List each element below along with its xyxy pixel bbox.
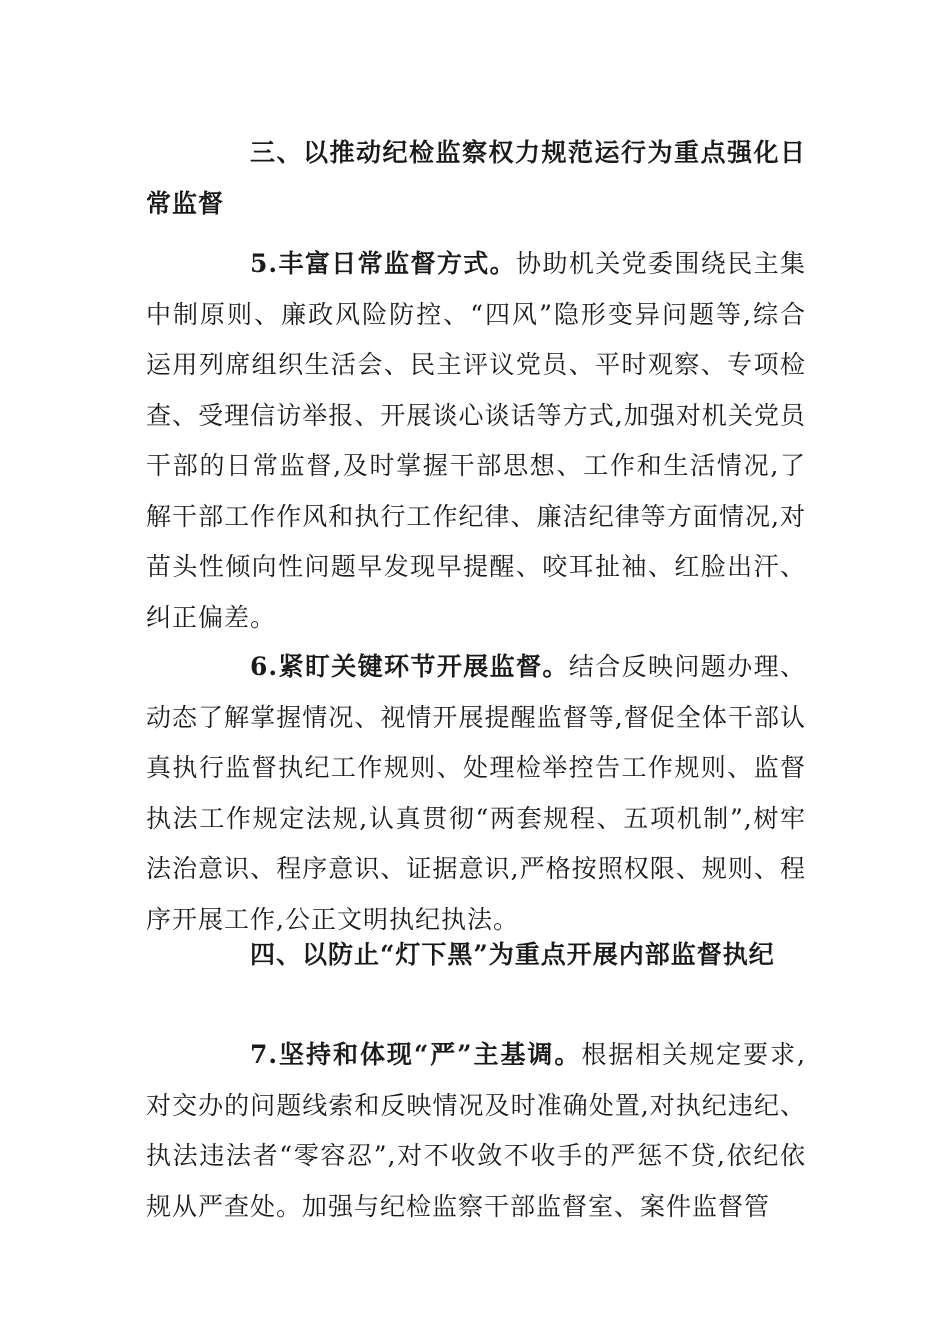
paragraph-item-5 — [146, 239, 806, 643]
item-5-lead: 5.丰富日常监督方式。 — [250, 249, 517, 278]
item-7-lead: 7.坚持和体现“严”主基调。 — [250, 1040, 582, 1069]
item-7-body: 根据相关规定要求,对交办的问题线索和反映情况及时准确处置,对执纪违纪、执法违法者“零容忍”,对不收敛不收手的严惩不贷,依纪依规从严查处。加强与纪检监察干部监督室、案件监督管 — [146, 1040, 806, 1221]
paragraph-item-6 — [146, 642, 806, 945]
item-5-body: 协助机关党委围绕民主集中制原则、廉政风险防控、“四风”隐形变异问题等,综合运用列席组织生活会、民主评议党员、平时观察、专项检查、受理信访举报、开展谈心谈话等方式,加强对机关党员干部的日常监督,及时掌握干部思想、工作和生活情况,了解干部工作作风和执行工作纪律、廉洁纪律等方面情况,对苗头性倾向性问题早发现早提醒、咬耳扯袖、红脸出汗、纠正偏差。 — [146, 249, 806, 632]
paragraph-item-7 — [146, 1030, 806, 1232]
section-heading-3: 三、以推动纪检监察权力规范运行为重点强化日常监督 — [146, 138, 806, 218]
item-6-body: 结合反映问题办理、动态了解掌握情况、视情开展提醒监督等,督促全体干部认真执行监督执纪工作规则、处理检举控告工作规则、监督执法工作规定法规,认真贯彻“两套规程、五项机制”,树牢法治意识、程序意识、证据意识,严格按照权限、规则、程序开展工作,公正文明执纪执法。 — [146, 652, 806, 934]
item-6-lead: 6.紧盯关键环节开展监督。 — [250, 652, 569, 681]
section-heading-4: 四、以防止“灯下黑”为重点开展内部监督执纪 — [250, 940, 775, 969]
